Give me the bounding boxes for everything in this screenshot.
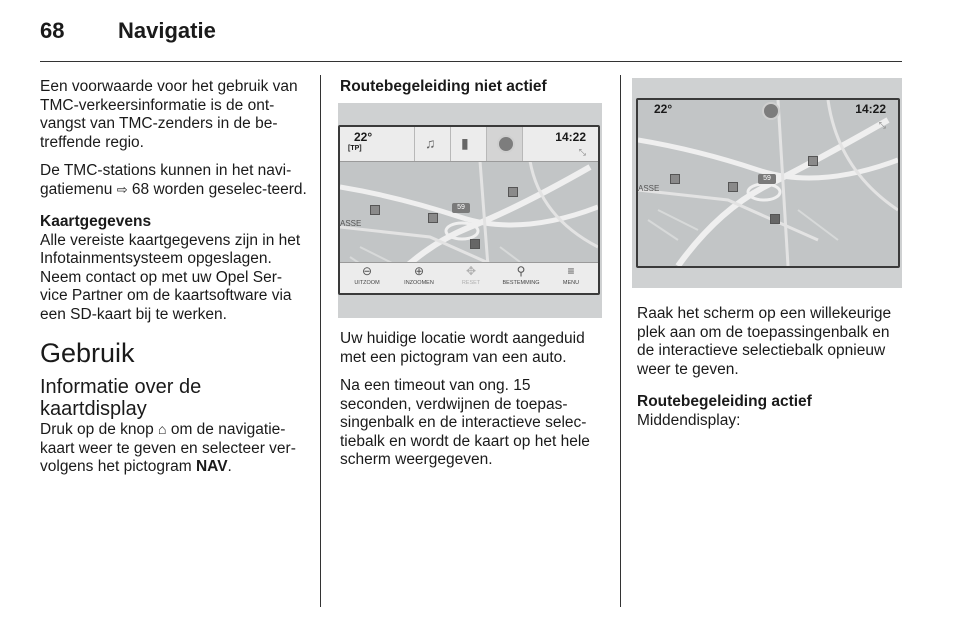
speed-limit-sign: 59	[452, 203, 470, 213]
zoom-out-button[interactable]	[342, 263, 392, 293]
tab-phone[interactable]	[450, 127, 487, 161]
column-divider-1	[320, 75, 321, 607]
column-1	[40, 78, 308, 487]
destination-button[interactable]	[496, 263, 546, 293]
column-2	[340, 78, 602, 97]
map-poi-icon	[508, 187, 518, 197]
speed-limit-sign: 59	[758, 174, 776, 184]
zoom-out-label: UITZOOM	[354, 280, 380, 286]
map-place-label: ASSE	[638, 184, 660, 193]
tab-audio[interactable]	[414, 127, 451, 161]
page-number: 68	[40, 18, 65, 43]
navigation-icon	[497, 135, 515, 153]
map-poi-icon	[670, 174, 680, 184]
screen1-selection-bar[interactable]	[340, 262, 598, 293]
temperature-display: 22°	[354, 130, 373, 144]
signal-icon: ⤡	[578, 147, 586, 157]
subsection-heading-map-display: Informatie over de kaartdisplay	[40, 376, 202, 420]
signal-icon: ⤡	[878, 120, 886, 130]
zoom-in-label: INZOOMEN	[404, 280, 434, 286]
column-3	[637, 305, 903, 440]
screen1-display	[338, 125, 600, 295]
infotainment-screen-with-bars	[338, 103, 602, 318]
timeout-paragraph: Na een timeout van ong. 15 seconden, verdwijnen de toepas-singenbalk en de interactieve selec-tiebalk en wordt de kaart op het hele scherm weergegeven.	[340, 377, 590, 468]
menu-button[interactable]	[546, 263, 596, 293]
header-rule	[40, 61, 902, 62]
music-note-icon: ♫	[425, 135, 436, 151]
tab-blank	[522, 127, 559, 161]
reset-icon: ✥	[465, 264, 477, 278]
map-poi-icon	[728, 182, 738, 192]
section-heading-usage: Gebruik	[40, 338, 135, 368]
menu-label: MENU	[562, 280, 580, 286]
destination-icon: ⚲	[516, 264, 526, 278]
car-location-paragraph: Uw huidige locatie wordt aangeduid met een pictogram van een auto.	[340, 330, 585, 366]
map-place-label: ASSE	[340, 219, 362, 228]
tp-indicator: [TP]	[348, 145, 362, 152]
route-active-heading: Routebegeleiding actief	[637, 393, 812, 410]
map-poi-icon	[808, 156, 818, 166]
phone-icon: ▮	[461, 135, 469, 151]
reset-label: RESET	[461, 280, 481, 286]
arrow-reference-icon: ⇨	[116, 181, 128, 197]
navigation-icon	[762, 102, 780, 120]
map-display-paragraph: Druk op de knop ⌂ om de navigatie-kaart weer te geven en selecteer ver-volgens het pictogram NAV.	[40, 421, 296, 475]
clock-display: 14:22	[555, 130, 586, 144]
route-inactive-heading: Routebegeleiding niet actief	[340, 78, 547, 95]
car-position-icon	[470, 239, 480, 249]
temperature-display: 22°	[654, 102, 673, 116]
column-divider-2	[620, 75, 621, 607]
zoom-out-icon: ⊖	[361, 264, 373, 278]
clock-display: 14:22	[855, 102, 886, 116]
reset-button[interactable]	[446, 263, 496, 293]
map-poi-icon	[428, 213, 438, 223]
zoom-in-icon: ⊕	[413, 264, 425, 278]
tmc-stations-paragraph: De TMC-stations kunnen in het navi-gatiemenu ⇨ 68 worden geselec-teerd.	[40, 162, 307, 198]
map-data-paragraph: Alle vereiste kaartgegevens zijn in het Infotainmentsysteem opgeslagen. Neem contact op met uw Opel Ser-vice Partner om de kaartsoftware via een SD-kaart bij te werken.	[40, 231, 301, 323]
nav-label: NAV	[195, 458, 228, 475]
screen2-display[interactable]	[636, 98, 900, 268]
touch-screen-paragraph: Raak het scherm op een willekeurige plek aan om de toepassingenbalk en de interactieve selectiebalk opnieuw weer te geven.	[637, 305, 892, 378]
home-button-icon: ⌂	[158, 421, 167, 437]
map-data-heading: Kaartgegevens	[40, 213, 152, 230]
page-title: Navigatie	[118, 18, 216, 43]
tmc-paragraph: Een voorwaarde voor het gebruik van TMC-verkeersinformatie is de ont-vangst van TMC-zenders in de be-treffende regio.	[40, 78, 298, 151]
center-display-label: Middendisplay:	[637, 411, 741, 429]
infotainment-screen-full-map	[632, 78, 902, 288]
column-2-body	[340, 330, 602, 480]
car-position-icon	[770, 214, 780, 224]
destination-label: BESTEMMING	[502, 280, 540, 286]
tab-navigation[interactable]	[486, 127, 523, 161]
map-poi-icon	[370, 205, 380, 215]
zoom-in-button[interactable]	[394, 263, 444, 293]
screen1-application-bar[interactable]	[340, 127, 598, 162]
menu-icon: ≡	[567, 264, 575, 278]
